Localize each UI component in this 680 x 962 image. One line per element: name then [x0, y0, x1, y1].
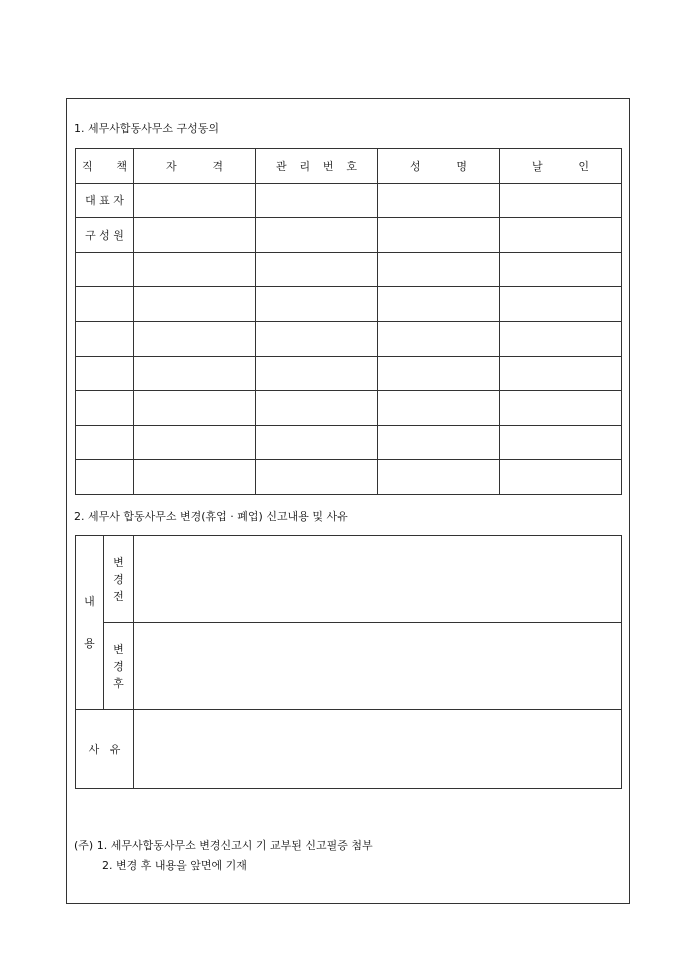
seal-cell[interactable]: [500, 252, 622, 287]
qualification-cell[interactable]: [134, 356, 256, 391]
management-number-cell[interactable]: [256, 218, 378, 253]
position-cell[interactable]: [76, 460, 134, 495]
seal-cell[interactable]: [500, 218, 622, 253]
note-line-1: (주) 1. 세무사합동사무소 변경신고시 기 교부된 신고필증 첨부: [74, 839, 373, 852]
table-row: [76, 218, 622, 253]
seal-cell[interactable]: [500, 321, 622, 356]
header-row: [76, 149, 622, 184]
qualification-cell[interactable]: [134, 460, 256, 495]
name-cell[interactable]: [378, 356, 500, 391]
header-seal: 날 인: [500, 149, 622, 184]
qualification-cell[interactable]: [134, 183, 256, 218]
management-number-cell[interactable]: [256, 425, 378, 460]
before-change-row: [76, 536, 622, 623]
seal-cell[interactable]: [500, 425, 622, 460]
note-line-2: 2. 변경 후 내용을 앞면에 기재: [102, 859, 247, 872]
member-consent-table: [75, 148, 622, 495]
before-change-label: 변경전: [104, 536, 134, 623]
position-cell[interactable]: [76, 425, 134, 460]
name-cell[interactable]: [378, 183, 500, 218]
management-number-cell[interactable]: [256, 287, 378, 322]
header-name: 성 명: [378, 149, 500, 184]
after-change-label: 변경후: [104, 623, 134, 710]
qualification-cell[interactable]: [134, 218, 256, 253]
seal-cell[interactable]: [500, 183, 622, 218]
position-cell[interactable]: [76, 391, 134, 426]
position-cell[interactable]: [76, 252, 134, 287]
management-number-cell[interactable]: [256, 356, 378, 391]
name-cell[interactable]: [378, 287, 500, 322]
name-cell[interactable]: [378, 425, 500, 460]
qualification-cell[interactable]: [134, 287, 256, 322]
position-cell: 구 성 원: [76, 218, 134, 253]
management-number-cell[interactable]: [256, 252, 378, 287]
name-cell[interactable]: [378, 391, 500, 426]
seal-cell[interactable]: [500, 391, 622, 426]
table-row: [76, 391, 622, 426]
name-cell[interactable]: [378, 460, 500, 495]
table-row: [76, 425, 622, 460]
footnotes: [74, 836, 373, 876]
reason-label: 사 유: [76, 710, 134, 789]
position-cell: 대 표 자: [76, 183, 134, 218]
after-change-row: [76, 623, 622, 710]
seal-cell[interactable]: [500, 287, 622, 322]
table-row: [76, 356, 622, 391]
section1-title: 1. 세무사합동사무소 구성동의: [74, 122, 219, 135]
management-number-cell[interactable]: [256, 321, 378, 356]
change-report-table: [75, 535, 622, 789]
management-number-cell[interactable]: [256, 183, 378, 218]
header-management-number: 관 리 번 호: [256, 149, 378, 184]
content-label: 내 용: [76, 536, 104, 710]
name-cell[interactable]: [378, 218, 500, 253]
table-row: [76, 321, 622, 356]
position-cell[interactable]: [76, 356, 134, 391]
table-row: [76, 252, 622, 287]
table-row: [76, 460, 622, 495]
position-cell[interactable]: [76, 287, 134, 322]
management-number-cell[interactable]: [256, 391, 378, 426]
seal-cell[interactable]: [500, 356, 622, 391]
position-cell[interactable]: [76, 321, 134, 356]
management-number-cell[interactable]: [256, 460, 378, 495]
name-cell[interactable]: [378, 252, 500, 287]
table-row: [76, 287, 622, 322]
section2-title: 2. 세무사 합동사무소 변경(휴업 · 폐업) 신고내용 및 사유: [74, 510, 348, 523]
name-cell[interactable]: [378, 321, 500, 356]
header-position: 직 책: [76, 149, 134, 184]
reason-row: [76, 710, 622, 789]
reason-field[interactable]: [134, 710, 622, 789]
after-change-field[interactable]: [134, 623, 622, 710]
qualification-cell[interactable]: [134, 321, 256, 356]
qualification-cell[interactable]: [134, 252, 256, 287]
header-qualification: 자 격: [134, 149, 256, 184]
table-row: [76, 183, 622, 218]
qualification-cell[interactable]: [134, 391, 256, 426]
seal-cell[interactable]: [500, 460, 622, 495]
qualification-cell[interactable]: [134, 425, 256, 460]
before-change-field[interactable]: [134, 536, 622, 623]
